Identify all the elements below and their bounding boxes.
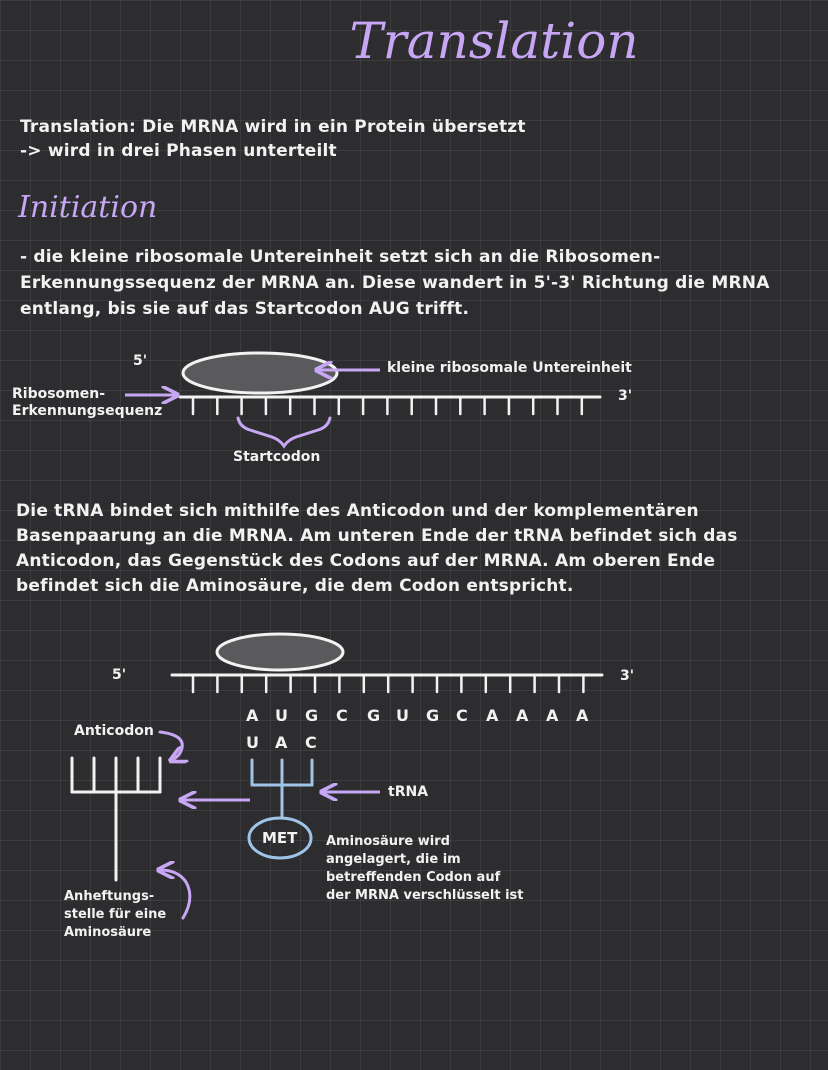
- small-ribosomal-subunit: [183, 353, 337, 393]
- initiation-heading: Initiation: [18, 190, 158, 225]
- attachment-label-line: Aminosäure: [64, 925, 152, 940]
- mrna-base: G: [426, 706, 440, 725]
- mrna-base: A: [546, 706, 559, 725]
- mrna-base: G: [367, 706, 381, 725]
- mrna-base: A: [246, 706, 259, 725]
- diagram1-five-prime: 5': [133, 353, 148, 369]
- mrna-base: G: [305, 706, 319, 725]
- trna-text-line-2: Basenpaarung an die MRNA. Am unteren Ende der tRNA befindet sich das: [16, 526, 738, 546]
- mrna-base: A: [576, 706, 589, 725]
- attachment-label-line: stelle für eine: [64, 907, 167, 922]
- amino-acid-label: MET: [262, 829, 298, 847]
- anticodon-pointer-arrow: [160, 732, 182, 760]
- amino-desc-line: Aminosäure wird: [326, 834, 450, 849]
- mrna-base: U: [275, 706, 288, 725]
- diagram1-recognition-label-1: Ribosomen-: [12, 386, 106, 402]
- trna-label: tRNA: [388, 784, 429, 800]
- diagram1-recognition-label-2: Erkennungsequenz: [12, 403, 163, 419]
- diagram2-five-prime: 5': [112, 667, 127, 683]
- diagram1-three-prime: 3': [618, 388, 633, 404]
- ribosome: [217, 634, 343, 670]
- mrna-strand-1: [180, 397, 600, 414]
- startcodon-brace: [238, 418, 330, 446]
- attachment-label-line: Anheftungs-: [64, 889, 155, 904]
- anticodon-base: C: [305, 733, 317, 752]
- diagram1-startcodon-label: Startcodon: [233, 449, 321, 465]
- mrna-base: C: [456, 706, 468, 725]
- mrna-base: C: [336, 706, 348, 725]
- anticodon-label: Anticodon: [74, 723, 154, 739]
- mrna-base: A: [516, 706, 529, 725]
- page-title: Translation: [349, 12, 639, 70]
- amino-desc-line: angelagert, die im: [326, 852, 461, 867]
- amino-desc-line: betreffenden Codon auf: [326, 870, 501, 885]
- initiation-text-line-2: Erkennungssequenz der MRNA an. Diese wandert in 5'-3' Richtung die MRNA: [20, 273, 770, 293]
- trna-text-line-4: befindet sich die Aminosäure, die dem Codon entspricht.: [16, 576, 574, 596]
- intro-line-2: -> wird in drei Phasen unterteilt: [20, 141, 337, 161]
- trna-molecule: [252, 760, 312, 818]
- attachment-pointer-arrow: [160, 870, 190, 918]
- anticodon-base: A: [275, 733, 288, 752]
- diagram2-three-prime: 3': [620, 668, 635, 684]
- trna-schematic: [72, 758, 160, 880]
- trna-text-line-1: Die tRNA bindet sich mithilfe des Anticodon und der komplementären: [16, 501, 699, 521]
- trna-text-line-3: Anticodon, das Gegenstück des Codons auf der MRNA. Am oberen Ende: [16, 551, 716, 571]
- amino-desc-line: der MRNA verschlüsselt ist: [326, 888, 524, 903]
- anticodon-base: U: [246, 733, 259, 752]
- mrna-base: A: [486, 706, 499, 725]
- initiation-text-line-1: - die kleine ribosomale Untereinheit setzt sich an die Ribosomen-: [20, 247, 661, 267]
- met-amino-acid-circle: [249, 818, 311, 858]
- initiation-text-line-3: entlang, bis sie auf das Startcodon AUG trifft.: [20, 299, 470, 319]
- mrna-strand-2: [172, 675, 602, 692]
- mrna-base: U: [396, 706, 409, 725]
- diagram1-ribosome-label: kleine ribosomale Untereinheit: [387, 360, 632, 376]
- intro-line-1: Translation: Die MRNA wird in ein Protein übersetzt: [20, 117, 526, 137]
